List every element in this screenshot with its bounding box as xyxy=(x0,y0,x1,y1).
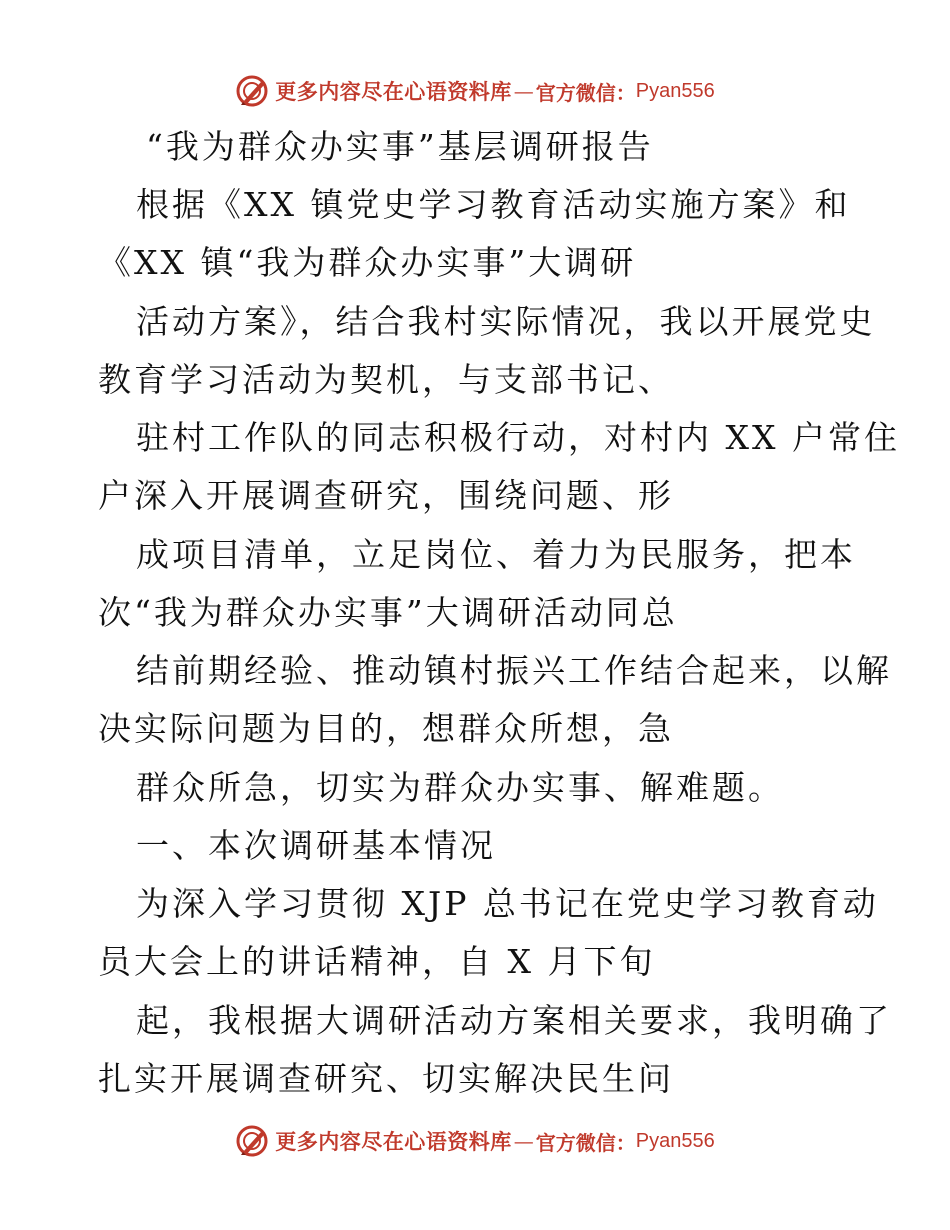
watermark-slogan: 更多内容尽在心语资料库 xyxy=(275,79,512,104)
paragraph-line: 员大会上的讲话精神，自 X 月下旬 xyxy=(98,942,656,981)
paragraph-line: 起，我根据大调研活动方案相关要求，我明确了 xyxy=(136,1001,892,1040)
watermark-slogan: 更多内容尽在心语资料库 xyxy=(275,1129,512,1154)
paragraph-line: 决实际问题为目的，想群众所想，急 xyxy=(98,709,674,748)
watermark-separator: — xyxy=(513,79,534,103)
paragraph-line: 次“我为群众办实事”大调研活动同总 xyxy=(98,593,678,632)
paragraph-line: 教育学习活动为契机，与支部书记、 xyxy=(98,360,674,399)
watermark-contact-id: Pyan556 xyxy=(635,79,715,102)
watermark-contact-label: 官方微信： xyxy=(535,1130,636,1155)
pen-logo-icon xyxy=(235,74,269,108)
paragraph-line: 根据《XX 镇党史学习教育活动实施方案》和 xyxy=(136,185,851,224)
paragraph-line: 驻村工作队的同志积极行动，对村内 XX 户常住 xyxy=(136,418,900,457)
watermark-contact-id: Pyan556 xyxy=(635,1129,715,1152)
watermark-banner-bottom xyxy=(0,1121,950,1161)
paragraph-line: 活动方案》，结合我村实际情况，我以开展党史 xyxy=(136,302,876,341)
paragraph-line: 扎实开展调查研究、切实解决民生问 xyxy=(98,1059,674,1098)
paragraph-line: 成项目清单，立足岗位、着力为民服务，把本 xyxy=(136,535,856,574)
paragraph-line: 为深入学习贯彻 XJP 总书记在党史学习教育动 xyxy=(136,884,879,923)
paragraph-line: 群众所急，切实为群众办实事、解难题。 xyxy=(136,768,784,807)
watermark-banner-top xyxy=(0,71,950,111)
watermark-contact-label: 官方微信： xyxy=(535,80,636,105)
paragraph-line: 结前期经验、推动镇村振兴工作结合起来，以解 xyxy=(136,651,892,690)
document-title: “我为群众办实事”基层调研报告 xyxy=(146,127,654,166)
section-heading: 一、本次调研基本情况 xyxy=(136,826,496,865)
pen-logo-icon xyxy=(235,1124,269,1158)
paragraph-line: 《XX 镇“我为群众办实事”大调研 xyxy=(98,243,637,282)
paragraph-line: 户深入开展调查研究，围绕问题、形 xyxy=(98,476,674,515)
watermark-separator: — xyxy=(513,1129,534,1153)
